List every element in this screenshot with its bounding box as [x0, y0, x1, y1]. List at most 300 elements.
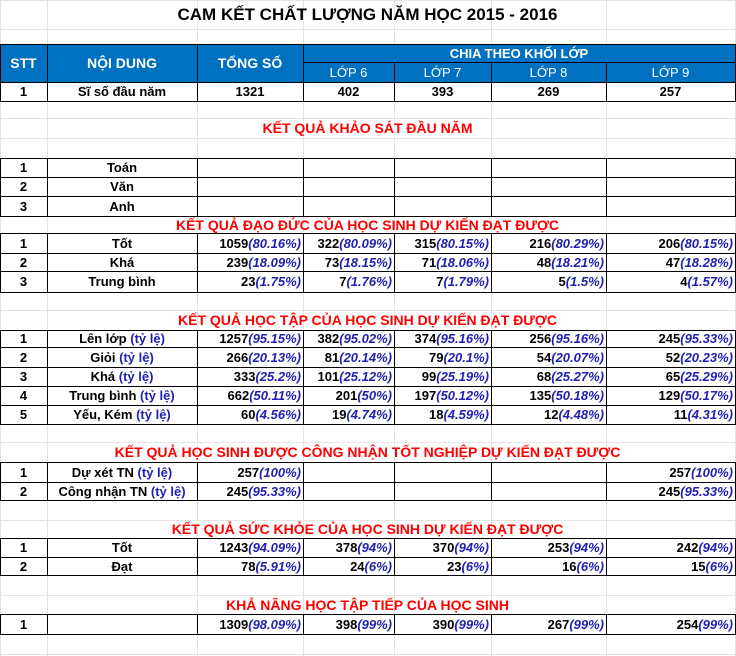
enrollment-total[interactable]: 1321 — [235, 84, 265, 99]
table-border — [197, 330, 198, 425]
value-cell[interactable] — [394, 347, 491, 367]
value-percent: (50.18%) — [551, 388, 604, 403]
value-percent: (1.79%) — [443, 274, 489, 289]
table-border — [0, 158, 1, 217]
value-count: 315 — [414, 235, 437, 251]
row-stt[interactable]: 1 — [19, 331, 28, 346]
gridline — [0, 654, 736, 655]
value-count: 266 — [226, 349, 249, 365]
table-border — [0, 575, 736, 576]
row-stt[interactable]: 2 — [19, 558, 28, 574]
table-border — [0, 82, 736, 83]
value-cell[interactable] — [303, 538, 394, 557]
row-label-text: Lên lớp — [79, 331, 127, 346]
value-percent: (18.09%) — [248, 254, 301, 270]
table-border — [47, 462, 48, 501]
value-percent: (4.31%) — [687, 407, 733, 422]
row-label-text: Toán — [106, 160, 138, 175]
value-percent: (95.02%) — [339, 331, 392, 346]
section-title-graduation[interactable]: KẾT QUẢ HỌC SINH ĐƯỢC CÔNG NHẬN TỐT NGHIỆP DỰ KIẾN ĐẠT ĐƯỢC — [114, 444, 621, 460]
value-percent: (18.21%) — [551, 254, 604, 270]
value-cell[interactable] — [606, 347, 735, 367]
table-border — [0, 101, 736, 102]
value-percent: (100%) — [691, 464, 733, 480]
value-cell[interactable] — [197, 347, 303, 367]
table-border — [394, 158, 395, 217]
empty-cell[interactable] — [394, 482, 491, 500]
table-border — [0, 386, 736, 387]
table-border — [197, 44, 198, 102]
row-stt[interactable]: 2 — [19, 483, 28, 499]
header-chia-theo[interactable]: CHIA THEO KHỐI LỚP — [449, 45, 589, 61]
value-percent: (95.33%) — [248, 483, 301, 499]
row-label[interactable] — [47, 386, 197, 405]
empty-cell[interactable] — [491, 462, 606, 482]
value-count: 1309 — [219, 616, 249, 632]
table-border — [303, 614, 304, 635]
value-count: 7 — [436, 274, 444, 289]
value-percent: (94%) — [454, 540, 489, 555]
value-percent: (18.15%) — [339, 254, 392, 270]
value-percent: (18.06%) — [436, 254, 489, 270]
rate-label: (tỷ lệ) — [150, 483, 186, 499]
value-percent: (99%) — [569, 616, 604, 632]
rate-label: (tỷ lệ) — [140, 388, 175, 403]
table-border — [0, 462, 1, 501]
value-cell[interactable] — [491, 614, 606, 634]
empty-cell[interactable] — [303, 482, 394, 500]
row-label-text: Khá — [109, 254, 135, 270]
value-count: 18 — [429, 407, 444, 422]
header-stt[interactable]: STT — [10, 55, 37, 71]
table-border — [606, 233, 607, 293]
value-count: 15 — [691, 558, 706, 574]
value-cell[interactable] — [394, 557, 491, 575]
value-percent: (20.14%) — [339, 349, 392, 365]
value-percent: (95.33%) — [680, 483, 733, 499]
value-percent: (25.27%) — [551, 369, 604, 384]
value-count: 7 — [339, 274, 347, 289]
value-count: 1243 — [219, 540, 249, 555]
value-cell[interactable] — [394, 233, 491, 253]
row-label[interactable] — [47, 482, 197, 500]
value-cell[interactable] — [197, 405, 303, 424]
value-cell[interactable] — [197, 367, 303, 386]
table-border — [0, 158, 736, 159]
row-label-text: Đạt — [111, 558, 133, 574]
enrollment-grade[interactable]: 269 — [537, 84, 560, 99]
value-count: 71 — [421, 254, 437, 270]
value-percent: (50%) — [357, 388, 392, 403]
row-label[interactable] — [47, 177, 197, 196]
value-percent: (80.15%) — [680, 235, 733, 251]
row-label[interactable] — [47, 233, 197, 253]
value-count: 54 — [536, 349, 552, 365]
value-count: 47 — [665, 254, 681, 270]
table-border — [47, 538, 48, 576]
value-cell[interactable] — [197, 271, 303, 292]
empty-cell[interactable] — [491, 482, 606, 500]
value-percent: (95.33%) — [680, 331, 733, 346]
value-percent: (4.59%) — [443, 407, 489, 422]
table-border — [606, 462, 607, 501]
value-percent: (25.12%) — [339, 369, 392, 384]
value-cell[interactable] — [303, 557, 394, 575]
value-cell[interactable] — [303, 347, 394, 367]
table-border — [491, 462, 492, 501]
value-count: 52 — [665, 349, 681, 365]
row-label[interactable] — [47, 367, 197, 386]
page-title[interactable]: CAM KẾT CHẤT LƯỢNG NĂM HỌC 2015 - 2016 — [177, 4, 558, 24]
value-count: 68 — [536, 369, 552, 384]
value-cell[interactable] — [491, 233, 606, 253]
value-count: 4 — [680, 274, 688, 289]
table-border — [0, 462, 736, 463]
table-border — [303, 158, 304, 217]
value-percent: (4.48%) — [558, 407, 604, 422]
value-percent: (4.56%) — [255, 407, 301, 422]
value-cell-total[interactable] — [197, 462, 303, 482]
value-percent: (80.29%) — [551, 235, 604, 251]
value-count: 242 — [676, 540, 699, 555]
row-label[interactable] — [47, 158, 197, 177]
value-count: 245 — [658, 483, 681, 499]
table-border — [606, 538, 607, 576]
value-percent: (95.15%) — [248, 331, 301, 346]
table-border — [0, 233, 736, 234]
table-border — [606, 330, 607, 425]
value-count: 257 — [669, 464, 692, 480]
table-border — [303, 62, 736, 63]
value-percent: (80.09%) — [339, 235, 392, 251]
header-tong-so[interactable]: TỔNG SỐ — [217, 55, 283, 71]
enrollment-grade[interactable]: 393 — [431, 84, 454, 99]
value-cell[interactable] — [394, 271, 491, 292]
table-border — [303, 330, 304, 425]
value-cell[interactable] — [303, 367, 394, 386]
table-border — [0, 538, 736, 539]
table-border — [0, 177, 736, 178]
value-count: 197 — [414, 388, 437, 403]
value-count: 662 — [227, 388, 250, 403]
table-border — [197, 614, 198, 635]
row-stt[interactable]: 4 — [19, 388, 28, 403]
row-label[interactable] — [47, 330, 197, 347]
value-cell[interactable] — [197, 233, 303, 253]
header-grade[interactable]: LỚP 7 — [423, 64, 462, 80]
row-label[interactable] — [47, 253, 197, 271]
value-cell[interactable] — [491, 253, 606, 271]
table-border — [303, 44, 304, 102]
value-count: 78 — [241, 558, 256, 574]
section-title-academic[interactable]: KẾT QUẢ HỌC TẬP CỦA HỌC SINH DỰ KIẾN ĐẠT ĐƯỢC — [178, 312, 557, 328]
value-cell[interactable] — [606, 233, 735, 253]
table-border — [394, 538, 395, 576]
value-count: 73 — [324, 254, 340, 270]
enrollment-grade[interactable]: 402 — [337, 84, 360, 99]
table-border — [0, 196, 736, 197]
value-cell[interactable] — [491, 367, 606, 386]
value-percent: (1.57%) — [687, 274, 733, 289]
header-grade[interactable]: LỚP 8 — [529, 64, 568, 80]
table-border — [0, 292, 736, 293]
value-count: 79 — [429, 349, 444, 365]
table-border — [394, 614, 395, 635]
table-border — [0, 44, 1, 102]
section-title-health[interactable]: KẾT QUẢ SỨC KHỎE CỦA HỌC SINH DỰ KIẾN ĐẠT ĐƯỢC — [171, 521, 564, 537]
value-cell[interactable] — [303, 233, 394, 253]
value-count: 12 — [544, 407, 559, 422]
rate-label: (tỷ lệ) — [119, 349, 154, 365]
value-count: 378 — [335, 540, 358, 555]
value-count: 206 — [658, 235, 681, 251]
value-count: 398 — [335, 616, 358, 632]
row-label[interactable] — [47, 271, 197, 292]
value-percent: (50.17%) — [680, 388, 733, 403]
value-count: 245 — [658, 331, 681, 346]
value-percent: (5.91%) — [255, 558, 301, 574]
value-count: 19 — [332, 407, 347, 422]
section-title-conduct[interactable]: KẾT QUẢ ĐẠO ĐỨC CỦA HỌC SINH DỰ KIẾN ĐẠT ĐƯỢC — [175, 216, 560, 233]
table-border — [0, 347, 736, 348]
row-label[interactable] — [47, 347, 197, 367]
value-count: 1059 — [219, 235, 249, 251]
value-percent: (20.23%) — [680, 349, 733, 365]
value-count: 201 — [335, 388, 358, 403]
value-cell[interactable] — [394, 538, 491, 557]
table-border — [303, 462, 304, 501]
value-percent: (99%) — [454, 616, 489, 632]
row-label-text: Anh — [109, 198, 135, 214]
table-border — [197, 462, 198, 501]
row-stt[interactable]: 1 — [19, 235, 28, 251]
row-label-text: Công nhận TN — [58, 483, 148, 499]
table-border — [491, 538, 492, 576]
row-stt[interactable]: 3 — [19, 198, 28, 214]
value-cell[interactable] — [394, 386, 491, 405]
value-percent: (50.11%) — [249, 388, 301, 403]
value-count: 216 — [529, 235, 552, 251]
value-cell[interactable] — [491, 405, 606, 424]
value-cell[interactable] — [491, 330, 606, 347]
row-label[interactable] — [47, 405, 197, 424]
value-count: 370 — [432, 540, 455, 555]
value-percent: (94%) — [698, 540, 733, 555]
table-border — [303, 233, 304, 293]
value-count: 23 — [241, 274, 256, 289]
value-percent: (94%) — [357, 540, 392, 555]
value-cell-grade9[interactable] — [606, 462, 735, 482]
value-cell[interactable] — [491, 271, 606, 292]
value-cell[interactable] — [491, 347, 606, 367]
table-border — [47, 330, 48, 425]
table-border — [394, 62, 395, 102]
value-cell[interactable] — [394, 614, 491, 634]
row-label[interactable] — [47, 462, 197, 482]
value-count: 1257 — [219, 331, 249, 346]
value-count: 48 — [536, 254, 552, 270]
row-label-text: Tốt — [111, 235, 133, 251]
table-border — [0, 538, 1, 576]
value-count: 81 — [324, 349, 340, 365]
value-percent: (95.16%) — [436, 331, 489, 346]
value-cell[interactable] — [394, 405, 491, 424]
table-border — [47, 614, 48, 635]
value-cell[interactable] — [197, 330, 303, 347]
empty-cell[interactable] — [303, 462, 394, 482]
value-cell[interactable] — [197, 253, 303, 271]
value-count: 257 — [237, 464, 260, 480]
value-count: 322 — [317, 235, 340, 251]
value-cell[interactable] — [394, 330, 491, 347]
value-cell[interactable] — [491, 557, 606, 575]
row-label[interactable] — [47, 614, 197, 634]
value-percent: (6%) — [705, 558, 733, 574]
row-label-text: Tốt — [111, 540, 133, 555]
header-noi-dung[interactable]: NỘI DUNG — [87, 55, 157, 71]
value-count: 99 — [421, 369, 437, 384]
gridline — [0, 29, 736, 30]
row-stt[interactable]: 1 — [19, 160, 28, 175]
value-cell[interactable] — [197, 538, 303, 557]
value-count: 390 — [432, 616, 455, 632]
value-count: 254 — [676, 616, 699, 632]
table-border — [606, 158, 607, 217]
row-label[interactable] — [47, 196, 197, 216]
value-cell[interactable] — [606, 367, 735, 386]
value-percent: (1.5%) — [565, 274, 604, 289]
header-grade[interactable]: LỚP 9 — [651, 64, 690, 80]
section-title-continuation[interactable]: KHẢ NĂNG HỌC TẬP TIẾP CỦA HỌC SINH — [226, 596, 509, 613]
row-stt[interactable]: 2 — [19, 349, 28, 365]
row-label-text: Khá — [90, 369, 116, 384]
value-count: 382 — [317, 331, 340, 346]
enrollment-grade[interactable]: 257 — [659, 84, 682, 99]
table-border — [0, 253, 736, 254]
value-count: 24 — [350, 558, 365, 574]
value-cell[interactable] — [606, 330, 735, 347]
table-border — [394, 462, 395, 501]
value-cell[interactable] — [606, 614, 735, 634]
value-count: 65 — [665, 369, 681, 384]
value-cell[interactable] — [303, 271, 394, 292]
row-stt[interactable]: 5 — [19, 407, 28, 422]
table-border — [606, 62, 607, 102]
value-percent: (18.28%) — [680, 254, 733, 270]
value-percent: (99%) — [357, 616, 392, 632]
table-border — [47, 233, 48, 293]
value-count: 333 — [233, 369, 256, 384]
value-cell[interactable] — [606, 557, 735, 575]
row-stt[interactable]: 1 — [19, 540, 28, 555]
table-border — [606, 614, 607, 635]
table-border — [0, 367, 736, 368]
value-percent: (6%) — [364, 558, 392, 574]
table-border — [491, 158, 492, 217]
table-border — [0, 330, 1, 425]
value-percent: (98.09%) — [248, 616, 301, 632]
value-cell[interactable] — [197, 614, 303, 634]
row-stt[interactable]: 2 — [19, 179, 28, 194]
value-cell[interactable] — [303, 405, 394, 424]
value-percent: (1.75%) — [255, 274, 301, 289]
row-label-text: Trung bình — [69, 388, 137, 403]
value-count: 101 — [317, 369, 340, 384]
value-cell-grade9[interactable] — [606, 482, 735, 500]
value-percent: (1.76%) — [346, 274, 392, 289]
value-cell[interactable] — [197, 386, 303, 405]
value-percent: (20.1%) — [443, 349, 489, 365]
row-stt[interactable]: 3 — [19, 369, 28, 384]
value-cell[interactable] — [394, 367, 491, 386]
value-cell[interactable] — [606, 386, 735, 405]
value-cell[interactable] — [303, 614, 394, 634]
value-cell[interactable] — [606, 405, 735, 424]
table-border — [0, 405, 736, 406]
value-cell[interactable] — [606, 538, 735, 557]
value-cell[interactable] — [491, 386, 606, 405]
row-label[interactable] — [47, 557, 197, 575]
table-border — [0, 634, 736, 635]
value-cell[interactable] — [303, 386, 394, 405]
row-stt[interactable]: 1 — [19, 616, 28, 632]
value-cell[interactable] — [394, 253, 491, 271]
row-label-text: Giỏi — [90, 349, 116, 365]
row-label-text: Dự xét TN — [71, 464, 134, 480]
table-border — [0, 557, 736, 558]
value-count: 245 — [226, 483, 249, 499]
value-percent: (80.16%) — [248, 235, 301, 251]
value-percent: (50.12%) — [436, 388, 489, 403]
table-border — [394, 330, 395, 425]
value-percent: (95.16%) — [551, 331, 604, 346]
value-percent: (25.29%) — [680, 369, 733, 384]
value-cell[interactable] — [606, 253, 735, 271]
row-stt[interactable]: 2 — [19, 254, 28, 270]
section-title-survey[interactable]: KẾT QUẢ KHẢO SÁT ĐẦU NĂM — [262, 120, 473, 136]
value-count: 16 — [562, 558, 577, 574]
enrollment-label[interactable]: Sĩ số đầu năm — [77, 84, 167, 99]
table-border — [491, 233, 492, 293]
value-cell[interactable] — [491, 538, 606, 557]
value-cell[interactable] — [606, 271, 735, 292]
table-border — [0, 482, 736, 483]
table-border — [47, 158, 48, 217]
row-stt[interactable]: 1 — [19, 464, 28, 480]
row-stt[interactable]: 3 — [19, 274, 28, 289]
value-count: 129 — [658, 388, 681, 403]
value-cell[interactable] — [197, 557, 303, 575]
rate-label: (tỷ lệ) — [130, 331, 165, 346]
value-count: 256 — [529, 331, 552, 346]
value-count: 11 — [673, 407, 688, 422]
table-border — [491, 614, 492, 635]
row-label[interactable] — [47, 538, 197, 557]
value-cell[interactable] — [303, 330, 394, 347]
value-count: 5 — [558, 274, 566, 289]
value-percent: (20.07%) — [551, 349, 604, 365]
table-border — [0, 233, 1, 293]
value-cell[interactable] — [303, 253, 394, 271]
value-percent: (94.09%) — [248, 540, 301, 555]
value-percent: (25.19%) — [436, 369, 489, 384]
header-grade[interactable]: LỚP 6 — [329, 64, 368, 80]
value-cell-total[interactable] — [197, 482, 303, 500]
table-border — [197, 538, 198, 576]
table-border — [394, 233, 395, 293]
empty-cell[interactable] — [394, 462, 491, 482]
enrollment-stt[interactable]: 1 — [19, 84, 28, 99]
